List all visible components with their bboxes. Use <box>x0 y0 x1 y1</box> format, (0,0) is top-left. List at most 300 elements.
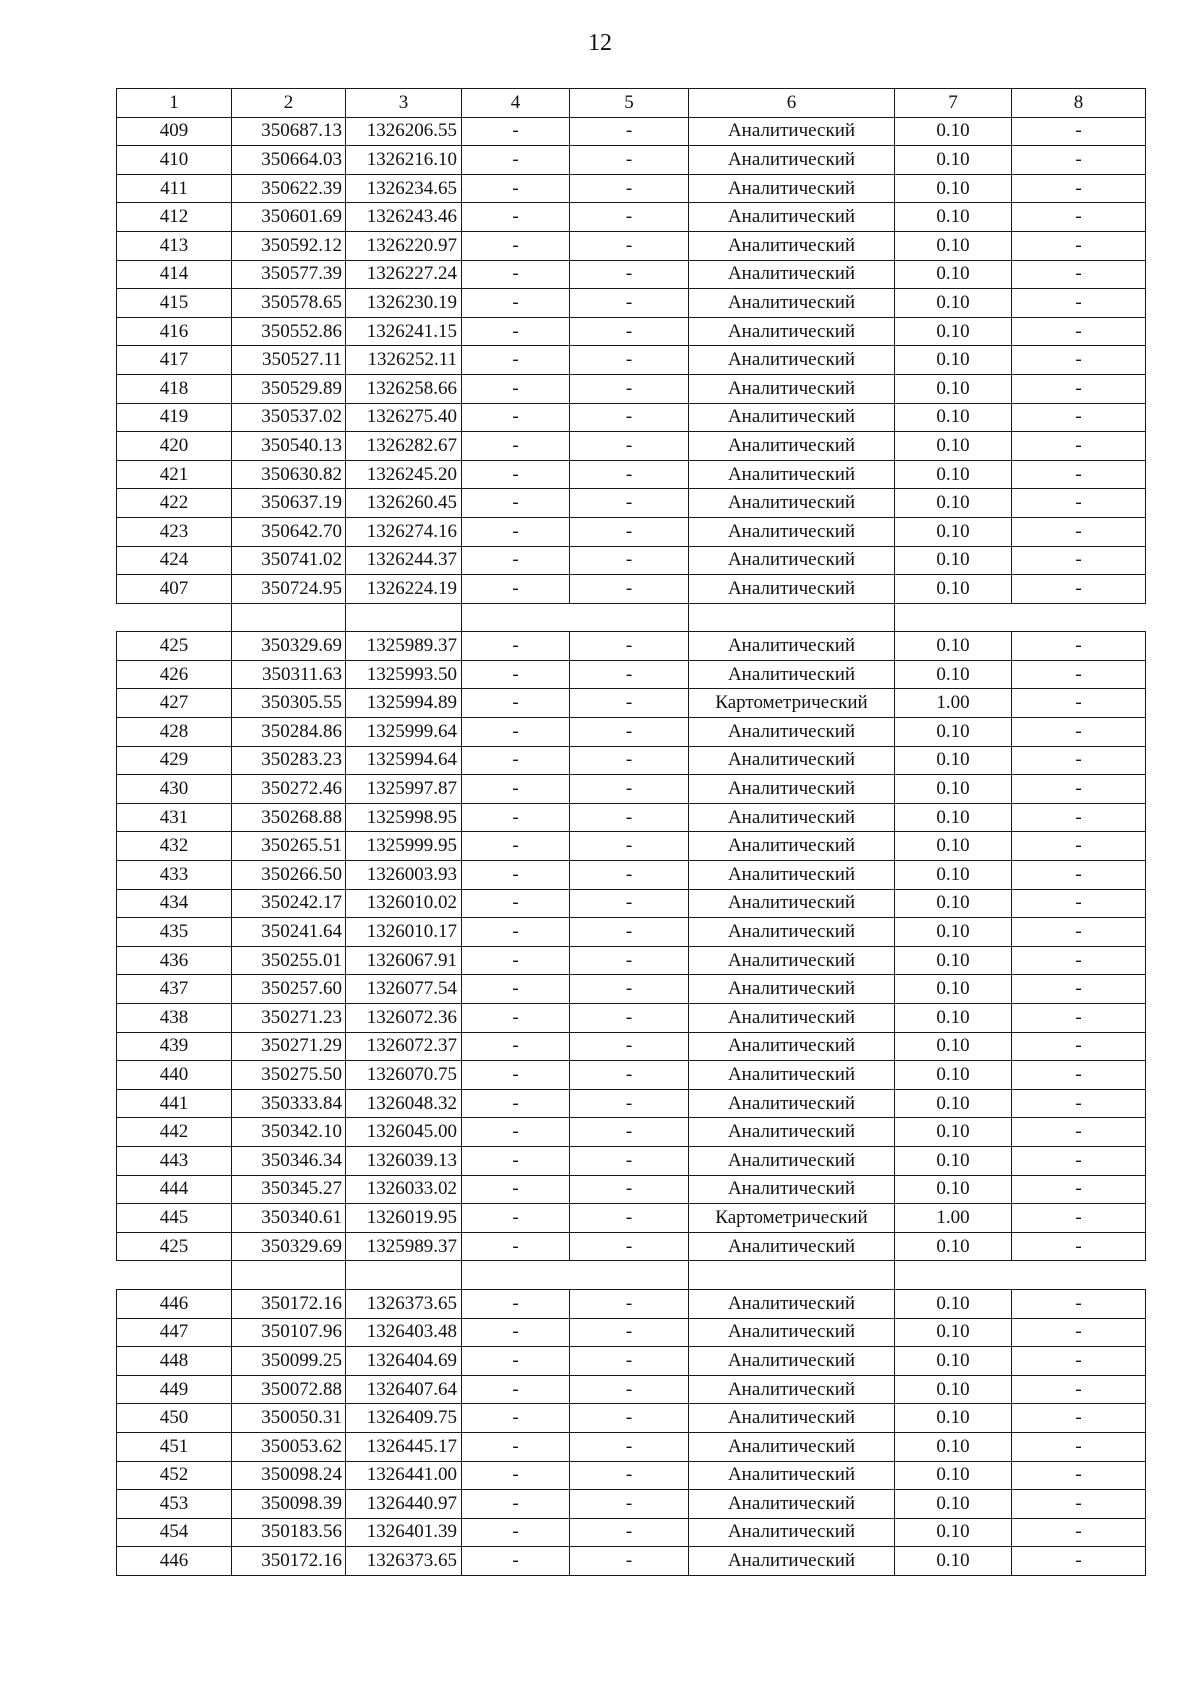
cell-point-number: 453 <box>117 1490 232 1519</box>
table-row <box>117 632 1146 661</box>
separator-cell <box>570 603 689 632</box>
separator-cell <box>232 603 346 632</box>
table-row <box>117 231 1146 260</box>
separator-cell <box>117 1261 232 1290</box>
cell-col4: - <box>462 746 570 775</box>
cell-col8: - <box>1012 1089 1146 1118</box>
cell-point-number: 422 <box>117 489 232 518</box>
cell-y-coordinate: 1326220.97 <box>346 231 462 260</box>
cell-accuracy: 0.10 <box>895 1375 1012 1404</box>
cell-point-number: 444 <box>117 1175 232 1204</box>
cell-y-coordinate: 1326072.37 <box>346 1032 462 1061</box>
cell-col4: - <box>462 575 570 604</box>
cell-col5: - <box>570 632 689 661</box>
cell-accuracy: 0.10 <box>895 317 1012 346</box>
cell-point-number: 446 <box>117 1547 232 1576</box>
table-row <box>117 861 1146 890</box>
cell-y-coordinate: 1326445.17 <box>346 1432 462 1461</box>
cell-method: Аналитический <box>689 718 895 747</box>
cell-col5: - <box>570 146 689 175</box>
table-row <box>117 1547 1146 1576</box>
cell-x-coordinate: 350540.13 <box>232 432 346 461</box>
cell-col8: - <box>1012 346 1146 375</box>
cell-x-coordinate: 350329.69 <box>232 632 346 661</box>
cell-col5: - <box>570 1175 689 1204</box>
cell-col5: - <box>570 260 689 289</box>
column-header-6: 6 <box>689 89 895 118</box>
table-row <box>117 1118 1146 1147</box>
cell-col8: - <box>1012 1118 1146 1147</box>
table-row <box>117 489 1146 518</box>
cell-col8: - <box>1012 117 1146 146</box>
cell-accuracy: 1.00 <box>895 689 1012 718</box>
cell-x-coordinate: 350333.84 <box>232 1089 346 1118</box>
cell-col5: - <box>570 1204 689 1233</box>
cell-accuracy: 0.10 <box>895 889 1012 918</box>
cell-col5: - <box>570 432 689 461</box>
cell-x-coordinate: 350578.65 <box>232 289 346 318</box>
cell-col4: - <box>462 632 570 661</box>
cell-accuracy: 0.10 <box>895 460 1012 489</box>
separator-cell <box>232 1261 346 1290</box>
cell-col4: - <box>462 889 570 918</box>
cell-method: Аналитический <box>689 889 895 918</box>
cell-col4: - <box>462 117 570 146</box>
cell-col8: - <box>1012 317 1146 346</box>
cell-col4: - <box>462 546 570 575</box>
cell-y-coordinate: 1326234.65 <box>346 174 462 203</box>
table-row <box>117 946 1146 975</box>
cell-point-number: 432 <box>117 832 232 861</box>
cell-accuracy: 0.10 <box>895 632 1012 661</box>
cell-col8: - <box>1012 374 1146 403</box>
cell-col5: - <box>570 1289 689 1318</box>
cell-col8: - <box>1012 1461 1146 1490</box>
cell-accuracy: 0.10 <box>895 832 1012 861</box>
cell-col5: - <box>570 174 689 203</box>
cell-x-coordinate: 350257.60 <box>232 975 346 1004</box>
table-row <box>117 1347 1146 1376</box>
cell-col4: - <box>462 1461 570 1490</box>
cell-x-coordinate: 350242.17 <box>232 889 346 918</box>
cell-col8: - <box>1012 1061 1146 1090</box>
cell-col4: - <box>462 975 570 1004</box>
cell-y-coordinate: 1326282.67 <box>346 432 462 461</box>
cell-point-number: 448 <box>117 1347 232 1376</box>
cell-col5: - <box>570 1089 689 1118</box>
cell-y-coordinate: 1326039.13 <box>346 1146 462 1175</box>
separator-cell <box>689 1261 895 1290</box>
cell-col8: - <box>1012 803 1146 832</box>
cell-col8: - <box>1012 689 1146 718</box>
cell-accuracy: 0.10 <box>895 1404 1012 1433</box>
cell-x-coordinate: 350622.39 <box>232 174 346 203</box>
cell-x-coordinate: 350283.23 <box>232 746 346 775</box>
cell-x-coordinate: 350255.01 <box>232 946 346 975</box>
cell-method: Аналитический <box>689 832 895 861</box>
table-row <box>117 432 1146 461</box>
cell-col8: - <box>1012 1289 1146 1318</box>
cell-accuracy: 0.10 <box>895 1490 1012 1519</box>
cell-method: Аналитический <box>689 489 895 518</box>
cell-col5: - <box>570 460 689 489</box>
cell-y-coordinate: 1326244.37 <box>346 546 462 575</box>
cell-method: Аналитический <box>689 546 895 575</box>
cell-point-number: 438 <box>117 1004 232 1033</box>
cell-x-coordinate: 350687.13 <box>232 117 346 146</box>
cell-y-coordinate: 1325997.87 <box>346 775 462 804</box>
cell-method: Аналитический <box>689 1347 895 1376</box>
column-header-8: 8 <box>1012 89 1146 118</box>
cell-accuracy: 0.10 <box>895 1461 1012 1490</box>
cell-y-coordinate: 1326274.16 <box>346 517 462 546</box>
cell-col4: - <box>462 460 570 489</box>
cell-col4: - <box>462 1232 570 1261</box>
cell-col5: - <box>570 1547 689 1576</box>
cell-method: Аналитический <box>689 575 895 604</box>
cell-method: Аналитический <box>689 174 895 203</box>
cell-method: Аналитический <box>689 1175 895 1204</box>
cell-col5: - <box>570 231 689 260</box>
cell-col5: - <box>570 918 689 947</box>
cell-y-coordinate: 1326045.00 <box>346 1118 462 1147</box>
cell-accuracy: 0.10 <box>895 1061 1012 1090</box>
cell-col8: - <box>1012 403 1146 432</box>
cell-col8: - <box>1012 1318 1146 1347</box>
cell-y-coordinate: 1326077.54 <box>346 975 462 1004</box>
cell-col8: - <box>1012 289 1146 318</box>
table-row <box>117 889 1146 918</box>
cell-col5: - <box>570 1318 689 1347</box>
cell-point-number: 441 <box>117 1089 232 1118</box>
cell-col4: - <box>462 289 570 318</box>
cell-x-coordinate: 350345.27 <box>232 1175 346 1204</box>
cell-accuracy: 0.10 <box>895 1289 1012 1318</box>
cell-point-number: 434 <box>117 889 232 918</box>
cell-x-coordinate: 350642.70 <box>232 517 346 546</box>
table-row <box>117 918 1146 947</box>
cell-x-coordinate: 350637.19 <box>232 489 346 518</box>
cell-method: Картометрический <box>689 1204 895 1233</box>
cell-x-coordinate: 350601.69 <box>232 203 346 232</box>
cell-col4: - <box>462 775 570 804</box>
cell-y-coordinate: 1325999.64 <box>346 718 462 747</box>
cell-point-number: 440 <box>117 1061 232 1090</box>
cell-y-coordinate: 1326260.45 <box>346 489 462 518</box>
column-header-2: 2 <box>232 89 346 118</box>
cell-y-coordinate: 1326224.19 <box>346 575 462 604</box>
table-row <box>117 575 1146 604</box>
table-row <box>117 1089 1146 1118</box>
cell-accuracy: 0.10 <box>895 1032 1012 1061</box>
table-row <box>117 1004 1146 1033</box>
cell-col4: - <box>462 660 570 689</box>
column-header-7: 7 <box>895 89 1012 118</box>
cell-accuracy: 0.10 <box>895 1347 1012 1376</box>
table-row <box>117 1375 1146 1404</box>
separator-cell <box>346 1261 462 1290</box>
group-separator-row <box>117 603 1146 632</box>
cell-col4: - <box>462 203 570 232</box>
table-row <box>117 1146 1146 1175</box>
cell-x-coordinate: 350099.25 <box>232 1347 346 1376</box>
cell-method: Аналитический <box>689 1232 895 1261</box>
cell-col5: - <box>570 346 689 375</box>
cell-col5: - <box>570 489 689 518</box>
cell-y-coordinate: 1326230.19 <box>346 289 462 318</box>
table-row <box>117 746 1146 775</box>
cell-x-coordinate: 350172.16 <box>232 1289 346 1318</box>
cell-method: Аналитический <box>689 1432 895 1461</box>
cell-col4: - <box>462 346 570 375</box>
cell-col4: - <box>462 1490 570 1519</box>
table-row <box>117 1490 1146 1519</box>
cell-col4: - <box>462 1061 570 1090</box>
cell-col4: - <box>462 1175 570 1204</box>
cell-x-coordinate: 350272.46 <box>232 775 346 804</box>
cell-point-number: 451 <box>117 1432 232 1461</box>
separator-cell <box>895 1261 1012 1290</box>
cell-col8: - <box>1012 1547 1146 1576</box>
cell-y-coordinate: 1326227.24 <box>346 260 462 289</box>
coordinates-table <box>116 88 1146 1576</box>
cell-y-coordinate: 1326003.93 <box>346 861 462 890</box>
cell-x-coordinate: 350183.56 <box>232 1518 346 1547</box>
cell-col4: - <box>462 1518 570 1547</box>
cell-y-coordinate: 1326252.11 <box>346 346 462 375</box>
cell-method: Аналитический <box>689 1318 895 1347</box>
cell-x-coordinate: 350630.82 <box>232 460 346 489</box>
cell-method: Аналитический <box>689 975 895 1004</box>
cell-point-number: 446 <box>117 1289 232 1318</box>
table-row <box>117 460 1146 489</box>
cell-point-number: 420 <box>117 432 232 461</box>
cell-x-coordinate: 350266.50 <box>232 861 346 890</box>
cell-point-number: 423 <box>117 517 232 546</box>
cell-y-coordinate: 1326409.75 <box>346 1404 462 1433</box>
table-row <box>117 403 1146 432</box>
table-row <box>117 203 1146 232</box>
cell-y-coordinate: 1326404.69 <box>346 1347 462 1376</box>
table-row <box>117 260 1146 289</box>
cell-col4: - <box>462 1404 570 1433</box>
cell-x-coordinate: 350053.62 <box>232 1432 346 1461</box>
cell-method: Аналитический <box>689 1547 895 1576</box>
cell-x-coordinate: 350329.69 <box>232 1232 346 1261</box>
separator-cell <box>570 1261 689 1290</box>
coordinates-table-wrapper <box>116 88 1146 1576</box>
cell-point-number: 437 <box>117 975 232 1004</box>
cell-col8: - <box>1012 1375 1146 1404</box>
cell-col8: - <box>1012 146 1146 175</box>
cell-method: Аналитический <box>689 374 895 403</box>
cell-col8: - <box>1012 1347 1146 1376</box>
cell-col8: - <box>1012 1204 1146 1233</box>
cell-x-coordinate: 350552.86 <box>232 317 346 346</box>
cell-accuracy: 0.10 <box>895 1232 1012 1261</box>
cell-accuracy: 1.00 <box>895 1204 1012 1233</box>
cell-method: Аналитический <box>689 346 895 375</box>
cell-accuracy: 0.10 <box>895 1089 1012 1118</box>
cell-x-coordinate: 350527.11 <box>232 346 346 375</box>
separator-cell <box>462 1261 570 1290</box>
cell-method: Аналитический <box>689 146 895 175</box>
cell-point-number: 407 <box>117 575 232 604</box>
cell-col4: - <box>462 260 570 289</box>
table-row <box>117 1289 1146 1318</box>
cell-method: Аналитический <box>689 403 895 432</box>
cell-x-coordinate: 350537.02 <box>232 403 346 432</box>
cell-col8: - <box>1012 660 1146 689</box>
cell-col5: - <box>570 889 689 918</box>
table-body <box>117 89 1146 1576</box>
cell-col5: - <box>570 946 689 975</box>
table-row <box>117 1318 1146 1347</box>
cell-method: Аналитический <box>689 460 895 489</box>
cell-col5: - <box>570 317 689 346</box>
cell-col8: - <box>1012 946 1146 975</box>
table-row <box>117 346 1146 375</box>
cell-y-coordinate: 1326403.48 <box>346 1318 462 1347</box>
cell-col5: - <box>570 775 689 804</box>
cell-col4: - <box>462 861 570 890</box>
cell-x-coordinate: 350577.39 <box>232 260 346 289</box>
cell-method: Аналитический <box>689 432 895 461</box>
cell-col8: - <box>1012 889 1146 918</box>
table-row <box>117 975 1146 1004</box>
cell-col8: - <box>1012 1404 1146 1433</box>
cell-method: Аналитический <box>689 1118 895 1147</box>
cell-col4: - <box>462 231 570 260</box>
cell-col4: - <box>462 832 570 861</box>
cell-col8: - <box>1012 832 1146 861</box>
cell-point-number: 447 <box>117 1318 232 1347</box>
cell-point-number: 430 <box>117 775 232 804</box>
cell-col4: - <box>462 1289 570 1318</box>
cell-accuracy: 0.10 <box>895 432 1012 461</box>
cell-method: Аналитический <box>689 861 895 890</box>
cell-col4: - <box>462 1375 570 1404</box>
cell-method: Аналитический <box>689 803 895 832</box>
cell-col4: - <box>462 918 570 947</box>
cell-point-number: 426 <box>117 660 232 689</box>
cell-point-number: 443 <box>117 1146 232 1175</box>
cell-point-number: 421 <box>117 460 232 489</box>
table-row <box>117 718 1146 747</box>
cell-point-number: 412 <box>117 203 232 232</box>
cell-col5: - <box>570 689 689 718</box>
cell-method: Аналитический <box>689 317 895 346</box>
cell-col4: - <box>462 146 570 175</box>
cell-point-number: 428 <box>117 718 232 747</box>
table-row <box>117 775 1146 804</box>
cell-y-coordinate: 1326070.75 <box>346 1061 462 1090</box>
cell-accuracy: 0.10 <box>895 260 1012 289</box>
cell-accuracy: 0.10 <box>895 517 1012 546</box>
cell-col8: - <box>1012 1518 1146 1547</box>
cell-col4: - <box>462 1347 570 1376</box>
cell-point-number: 413 <box>117 231 232 260</box>
cell-col5: - <box>570 1118 689 1147</box>
cell-col4: - <box>462 374 570 403</box>
cell-x-coordinate: 350305.55 <box>232 689 346 718</box>
cell-accuracy: 0.10 <box>895 861 1012 890</box>
cell-point-number: 435 <box>117 918 232 947</box>
cell-col5: - <box>570 1004 689 1033</box>
cell-y-coordinate: 1325999.95 <box>346 832 462 861</box>
cell-col8: - <box>1012 174 1146 203</box>
cell-accuracy: 0.10 <box>895 117 1012 146</box>
cell-x-coordinate: 350340.61 <box>232 1204 346 1233</box>
separator-cell <box>1012 1261 1146 1290</box>
column-header-1: 1 <box>117 89 232 118</box>
cell-method: Аналитический <box>689 918 895 947</box>
cell-col5: - <box>570 203 689 232</box>
cell-y-coordinate: 1326067.91 <box>346 946 462 975</box>
cell-method: Аналитический <box>689 1490 895 1519</box>
cell-y-coordinate: 1326241.15 <box>346 317 462 346</box>
cell-x-coordinate: 350268.88 <box>232 803 346 832</box>
table-row <box>117 317 1146 346</box>
cell-col5: - <box>570 1032 689 1061</box>
cell-method: Аналитический <box>689 746 895 775</box>
cell-col8: - <box>1012 775 1146 804</box>
table-row <box>117 832 1146 861</box>
cell-col8: - <box>1012 632 1146 661</box>
cell-col5: - <box>570 117 689 146</box>
cell-col4: - <box>462 1204 570 1233</box>
cell-method: Аналитический <box>689 1061 895 1090</box>
cell-point-number: 415 <box>117 289 232 318</box>
cell-accuracy: 0.10 <box>895 1118 1012 1147</box>
cell-col4: - <box>462 1004 570 1033</box>
cell-point-number: 409 <box>117 117 232 146</box>
cell-col4: - <box>462 174 570 203</box>
cell-y-coordinate: 1326407.64 <box>346 1375 462 1404</box>
table-row <box>117 1432 1146 1461</box>
cell-col4: - <box>462 1432 570 1461</box>
table-row <box>117 1032 1146 1061</box>
cell-col4: - <box>462 689 570 718</box>
cell-col4: - <box>462 718 570 747</box>
cell-point-number: 418 <box>117 374 232 403</box>
cell-point-number: 425 <box>117 1232 232 1261</box>
cell-method: Аналитический <box>689 231 895 260</box>
cell-method: Аналитический <box>689 203 895 232</box>
cell-accuracy: 0.10 <box>895 1518 1012 1547</box>
cell-x-coordinate: 350072.88 <box>232 1375 346 1404</box>
cell-point-number: 419 <box>117 403 232 432</box>
cell-accuracy: 0.10 <box>895 1004 1012 1033</box>
cell-y-coordinate: 1326373.65 <box>346 1289 462 1318</box>
cell-col5: - <box>570 1404 689 1433</box>
cell-col8: - <box>1012 546 1146 575</box>
cell-x-coordinate: 350284.86 <box>232 718 346 747</box>
cell-method: Аналитический <box>689 775 895 804</box>
cell-col4: - <box>462 1118 570 1147</box>
cell-method: Аналитический <box>689 1518 895 1547</box>
group-separator-row <box>117 1261 1146 1290</box>
cell-point-number: 445 <box>117 1204 232 1233</box>
cell-y-coordinate: 1326048.32 <box>346 1089 462 1118</box>
cell-col8: - <box>1012 1146 1146 1175</box>
cell-x-coordinate: 350271.23 <box>232 1004 346 1033</box>
cell-x-coordinate: 350050.31 <box>232 1404 346 1433</box>
cell-accuracy: 0.10 <box>895 918 1012 947</box>
table-row <box>117 517 1146 546</box>
cell-col8: - <box>1012 1004 1146 1033</box>
cell-col5: - <box>570 718 689 747</box>
